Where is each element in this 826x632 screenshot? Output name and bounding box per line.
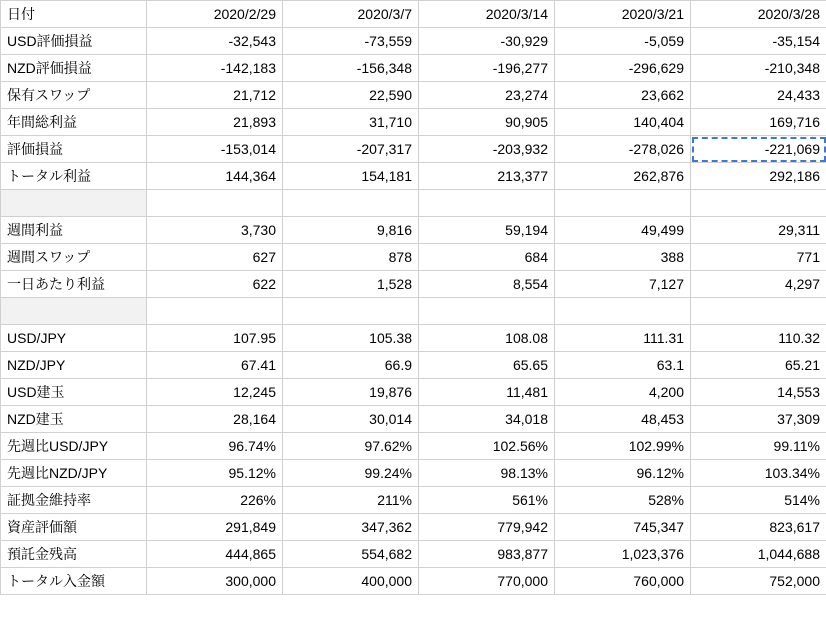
table-spacer-row — [1, 190, 826, 217]
table-cell[interactable]: 770,000 — [419, 568, 555, 595]
column-header-date[interactable]: 2020/3/28 — [691, 1, 826, 28]
table-cell[interactable]: 554,682 — [283, 541, 419, 568]
table-row — [1, 352, 826, 379]
table-cell[interactable]: 1,044,688 — [691, 541, 826, 568]
table-cell[interactable] — [147, 298, 283, 325]
table-cell[interactable]: -196,277 — [419, 55, 555, 82]
table-cell[interactable] — [147, 190, 283, 217]
row-label[interactable]: 評価損益 — [1, 136, 147, 163]
table-cell[interactable]: 226% — [147, 487, 283, 514]
table-cell[interactable]: 28,164 — [147, 406, 283, 433]
table-cell[interactable]: 9,816 — [283, 217, 419, 244]
row-label[interactable] — [1, 298, 147, 325]
table-cell[interactable]: 3,730 — [147, 217, 283, 244]
table-cell[interactable]: 96.74% — [147, 433, 283, 460]
table-cell[interactable]: 97.62% — [283, 433, 419, 460]
table-cell[interactable]: 878 — [283, 244, 419, 271]
table-cell[interactable]: 67.41 — [147, 352, 283, 379]
table-cell[interactable] — [419, 298, 555, 325]
table-cell[interactable]: 752,000 — [691, 568, 826, 595]
table-cell[interactable]: 66.9 — [283, 352, 419, 379]
table-cell[interactable]: -30,929 — [419, 28, 555, 55]
table-cell[interactable]: 31,710 — [283, 109, 419, 136]
table-cell[interactable] — [691, 190, 826, 217]
row-label[interactable]: 週間利益 — [1, 217, 147, 244]
table-row — [1, 325, 826, 352]
table-cell[interactable]: -207,317 — [283, 136, 419, 163]
table-cell[interactable] — [555, 190, 691, 217]
row-label[interactable]: 資産評価額 — [1, 514, 147, 541]
table-cell[interactable]: 63.1 — [555, 352, 691, 379]
row-label[interactable] — [1, 190, 147, 217]
table-row — [1, 163, 826, 190]
table-cell[interactable]: 444,865 — [147, 541, 283, 568]
table-cell[interactable]: -35,154 — [691, 28, 826, 55]
table-cell[interactable]: 102.99% — [555, 433, 691, 460]
table-cell[interactable]: 983,877 — [419, 541, 555, 568]
table-cell[interactable]: 771 — [691, 244, 826, 271]
row-label[interactable]: 先週比USD/JPY — [1, 433, 147, 460]
table-cell[interactable]: 4,200 — [555, 379, 691, 406]
table-cell[interactable]: 292,186 — [691, 163, 826, 190]
table-cell[interactable]: 110.32 — [691, 325, 826, 352]
row-label[interactable]: NZD評価損益 — [1, 55, 147, 82]
column-header-date[interactable]: 2020/3/21 — [555, 1, 691, 28]
table-cell[interactable]: 108.08 — [419, 325, 555, 352]
table-cell[interactable] — [419, 190, 555, 217]
table-cell[interactable]: 8,554 — [419, 271, 555, 298]
table-row — [1, 217, 826, 244]
row-label[interactable]: 証拠金維持率 — [1, 487, 147, 514]
column-header-date[interactable]: 2020/3/14 — [419, 1, 555, 28]
table-cell[interactable]: 30,014 — [283, 406, 419, 433]
table-cell[interactable]: 22,590 — [283, 82, 419, 109]
table-cell[interactable]: -5,059 — [555, 28, 691, 55]
table-cell[interactable]: 29,311 — [691, 217, 826, 244]
row-label[interactable]: USD/JPY — [1, 325, 147, 352]
table-cell[interactable] — [691, 298, 826, 325]
table-cell[interactable]: 23,662 — [555, 82, 691, 109]
table-cell[interactable]: 622 — [147, 271, 283, 298]
table-cell[interactable]: 528% — [555, 487, 691, 514]
table-cell[interactable]: 684 — [419, 244, 555, 271]
table-cell[interactable]: 95.12% — [147, 460, 283, 487]
table-row — [1, 406, 826, 433]
table-cell[interactable] — [283, 298, 419, 325]
row-label[interactable]: トータル利益 — [1, 163, 147, 190]
table-cell[interactable]: 262,876 — [555, 163, 691, 190]
table-cell[interactable]: 213,377 — [419, 163, 555, 190]
table-cell[interactable]: 1,023,376 — [555, 541, 691, 568]
table-cell[interactable]: 300,000 — [147, 568, 283, 595]
table-cell[interactable]: -203,932 — [419, 136, 555, 163]
table-cell[interactable]: 23,274 — [419, 82, 555, 109]
row-label[interactable]: トータル入金額 — [1, 568, 147, 595]
table-cell[interactable]: 34,018 — [419, 406, 555, 433]
row-label[interactable]: NZD建玉 — [1, 406, 147, 433]
table-cell[interactable]: -210,348 — [691, 55, 826, 82]
table-cell[interactable]: -142,183 — [147, 55, 283, 82]
table-cell[interactable]: 48,453 — [555, 406, 691, 433]
table-cell[interactable]: 211% — [283, 487, 419, 514]
row-label[interactable]: USD評価損益 — [1, 28, 147, 55]
table-cell[interactable]: -32,543 — [147, 28, 283, 55]
table-row — [1, 433, 826, 460]
column-header-label[interactable]: 日付 — [1, 1, 147, 28]
table-row — [1, 487, 826, 514]
table-cell[interactable]: -153,014 — [147, 136, 283, 163]
row-label[interactable]: USD建玉 — [1, 379, 147, 406]
table-cell[interactable]: 140,404 — [555, 109, 691, 136]
table-row — [1, 28, 826, 55]
table-cell[interactable]: 12,245 — [147, 379, 283, 406]
table-cell[interactable]: 65.65 — [419, 352, 555, 379]
table-cell[interactable]: 107.95 — [147, 325, 283, 352]
table-cell[interactable]: 823,617 — [691, 514, 826, 541]
table-cell[interactable]: 514% — [691, 487, 826, 514]
table-cell[interactable]: 4,297 — [691, 271, 826, 298]
table-cell[interactable]: 96.12% — [555, 460, 691, 487]
table-header-row — [1, 1, 826, 28]
table-row — [1, 541, 826, 568]
table-cell[interactable]: 7,127 — [555, 271, 691, 298]
table-cell[interactable] — [283, 190, 419, 217]
table-cell[interactable]: -221,069 — [691, 136, 826, 163]
table-cell[interactable]: 745,347 — [555, 514, 691, 541]
table-cell[interactable]: 49,499 — [555, 217, 691, 244]
column-header-date[interactable]: 2020/2/29 — [147, 1, 283, 28]
row-label[interactable]: 年間総利益 — [1, 109, 147, 136]
table-cell[interactable]: -296,629 — [555, 55, 691, 82]
table-row — [1, 514, 826, 541]
table-cell[interactable]: 111.31 — [555, 325, 691, 352]
table-cell[interactable]: -73,559 — [283, 28, 419, 55]
table-cell[interactable]: 169,716 — [691, 109, 826, 136]
table-row — [1, 109, 826, 136]
table-cell[interactable]: 90,905 — [419, 109, 555, 136]
table-cell[interactable]: 98.13% — [419, 460, 555, 487]
table-cell[interactable]: 102.56% — [419, 433, 555, 460]
table-cell[interactable]: 561% — [419, 487, 555, 514]
table-cell[interactable]: 400,000 — [283, 568, 419, 595]
table-cell[interactable]: 154,181 — [283, 163, 419, 190]
table-row — [1, 136, 826, 163]
table-cell[interactable]: 1,528 — [283, 271, 419, 298]
table-cell[interactable]: -278,026 — [555, 136, 691, 163]
table-cell[interactable]: 99.11% — [691, 433, 826, 460]
table-row — [1, 244, 826, 271]
row-label[interactable]: 先週比NZD/JPY — [1, 460, 147, 487]
table-cell[interactable]: -156,348 — [283, 55, 419, 82]
table-cell[interactable]: 59,194 — [419, 217, 555, 244]
table-row — [1, 568, 826, 595]
table-row — [1, 271, 826, 298]
row-label[interactable]: 一日あたり利益 — [1, 271, 147, 298]
table-cell[interactable]: 37,309 — [691, 406, 826, 433]
table-cell[interactable] — [555, 298, 691, 325]
table-cell[interactable]: 388 — [555, 244, 691, 271]
table-cell[interactable]: 21,712 — [147, 82, 283, 109]
table-cell[interactable]: 21,893 — [147, 109, 283, 136]
table-cell[interactable]: 19,876 — [283, 379, 419, 406]
row-label[interactable]: NZD/JPY — [1, 352, 147, 379]
table-cell[interactable]: 14,553 — [691, 379, 826, 406]
column-header-date[interactable]: 2020/3/7 — [283, 1, 419, 28]
table-cell[interactable]: 779,942 — [419, 514, 555, 541]
row-label[interactable]: 週間スワップ — [1, 244, 147, 271]
table-cell[interactable]: 65.21 — [691, 352, 826, 379]
table-cell[interactable]: 347,362 — [283, 514, 419, 541]
table-cell[interactable]: 24,433 — [691, 82, 826, 109]
table-cell[interactable]: 291,849 — [147, 514, 283, 541]
table-cell[interactable]: 105.38 — [283, 325, 419, 352]
sheet-bottom-filler — [0, 595, 826, 599]
table-row — [1, 460, 826, 487]
row-label[interactable]: 保有スワップ — [1, 82, 147, 109]
table-cell[interactable]: 144,364 — [147, 163, 283, 190]
table-cell[interactable]: 99.24% — [283, 460, 419, 487]
table-cell[interactable]: 103.34% — [691, 460, 826, 487]
table-row — [1, 379, 826, 406]
table-spacer-row — [1, 298, 826, 325]
table-cell[interactable]: 627 — [147, 244, 283, 271]
table-cell[interactable]: 11,481 — [419, 379, 555, 406]
table-row — [1, 82, 826, 109]
row-label[interactable]: 預託金残高 — [1, 541, 147, 568]
table-row — [1, 55, 826, 82]
table-cell[interactable]: 760,000 — [555, 568, 691, 595]
